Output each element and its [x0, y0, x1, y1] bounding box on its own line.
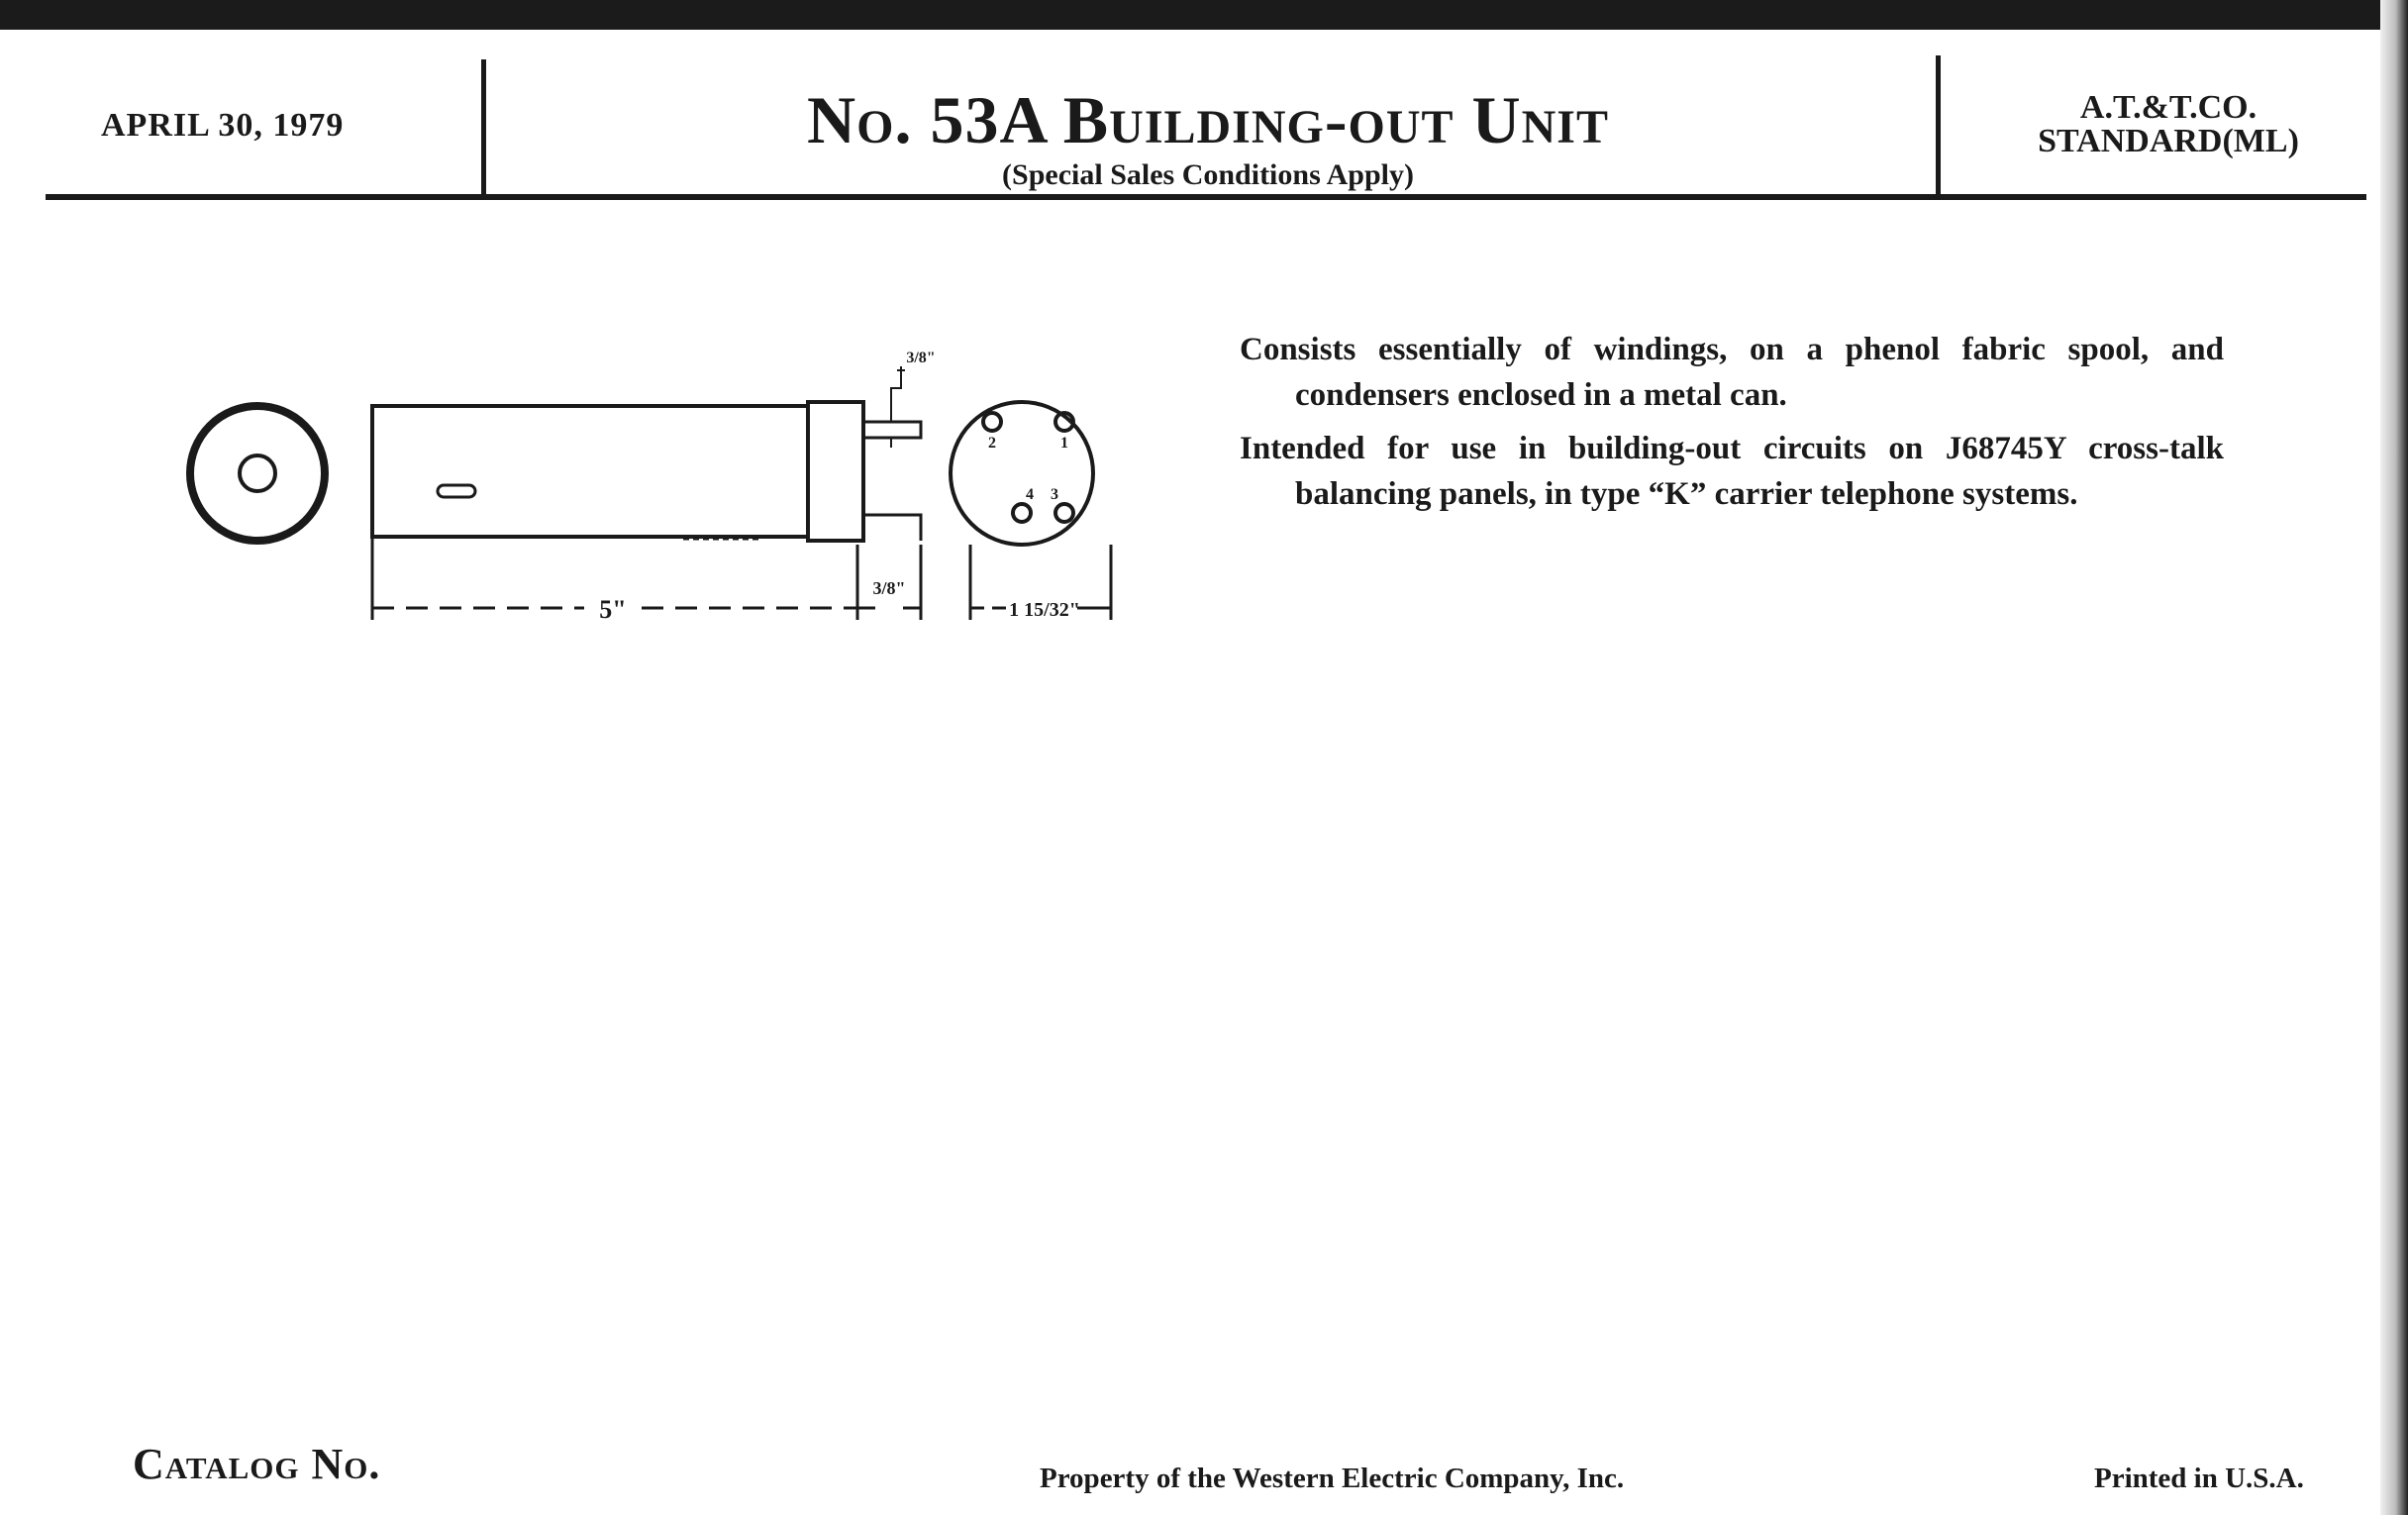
scan-right-border	[2380, 0, 2408, 1515]
issue-date: APRIL 30, 1979	[101, 107, 345, 144]
terminal-number-1: 1	[1060, 435, 1068, 452]
side-view	[372, 366, 921, 541]
header-rule	[46, 194, 2366, 200]
standard-label	[1941, 91, 2396, 158]
dimension-tab-label: 3/8"	[906, 350, 936, 366]
page-title: No. 53A Building-out Unit	[807, 82, 1609, 157]
description-paragraph: Intended for use in building-out circuits on J68745Y cross-talk balancing panels, in type “K” carrier telephone systems.	[1240, 431, 2224, 512]
description	[1240, 327, 2224, 525]
dimension-terminal-label: 3/8"	[872, 578, 906, 598]
catalog-number-label: Catalog No.	[133, 1440, 381, 1488]
standard-line-2: STANDARD(ML)	[2038, 123, 2299, 159]
printed-notice: Printed in U.S.A.	[2094, 1463, 2304, 1494]
scan-top-border	[0, 0, 2408, 30]
terminal-number-2: 2	[988, 435, 996, 452]
dimension-diameter-label: 1 15/32"	[1009, 599, 1080, 621]
end-view	[190, 406, 325, 541]
page-subtitle: (Special Sales Conditions Apply)	[1002, 158, 1414, 191]
terminal-number-4: 4	[1026, 486, 1034, 503]
description-paragraph: Consists essentially of windings, on a phenol fabric spool, and condensers enclosed in a metal can.	[1240, 332, 2224, 413]
standard-line-1: A.T.&T.CO.	[2079, 89, 2258, 126]
dimension-length-label: 5"	[599, 595, 627, 624]
catalog-card	[0, 30, 2380, 1515]
terminal-view	[951, 402, 1093, 545]
terminal-number-3: 3	[1051, 486, 1058, 503]
unit-drawing	[168, 327, 1158, 644]
dimension-lines	[372, 537, 1111, 620]
property-notice: Property of the Western Electric Company, Inc.	[1040, 1463, 1625, 1494]
header-divider-left	[481, 59, 486, 200]
